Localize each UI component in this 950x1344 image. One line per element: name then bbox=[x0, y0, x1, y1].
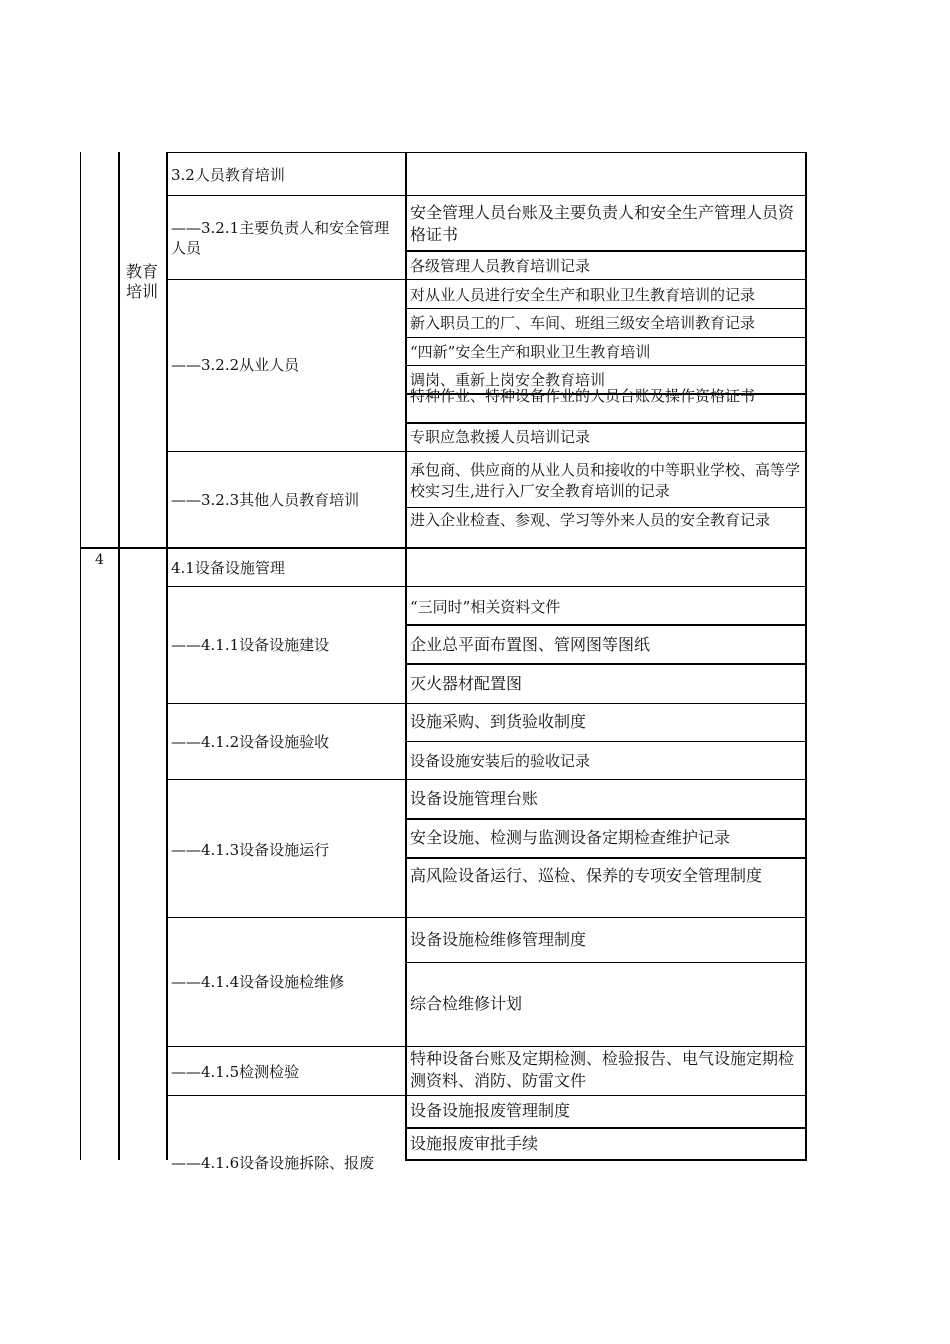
section-divider bbox=[80, 547, 807, 549]
doc-row-line bbox=[405, 308, 807, 309]
document-cell: 承包商、供应商的从业人员和接收的中等职业学校、高等学校实习生,进行入厂安全教育培训的记录 bbox=[410, 461, 801, 500]
doc-row-line bbox=[405, 741, 807, 742]
document-cell: 进入企业检查、参观、学习等外来人员的安全教育记录 bbox=[410, 511, 771, 529]
section-number: 4 bbox=[95, 552, 104, 568]
row-line bbox=[166, 917, 807, 918]
document-cell: 特种作业、特种设备作业的人员台账及操作资格证书 bbox=[410, 387, 756, 405]
row-line bbox=[166, 195, 807, 196]
document-cell: 各级管理人员教育培训记录 bbox=[410, 257, 591, 275]
table-left-border bbox=[80, 152, 81, 1160]
row-line bbox=[166, 779, 807, 780]
item-label: ——4.1.6设备设施拆除、报废 bbox=[171, 1154, 375, 1172]
item-label: ——3.2.2从业人员 bbox=[171, 356, 300, 374]
document-cell: 设备设施安装后的验收记录 bbox=[410, 752, 591, 770]
doc-row-line bbox=[405, 624, 807, 626]
section-header: 4.1设备设施管理 bbox=[171, 559, 285, 577]
row-line bbox=[166, 451, 807, 452]
row-line bbox=[166, 152, 807, 153]
category-label: 教育培训 bbox=[126, 262, 159, 301]
document-cell: 设施采购、到货验收制度 bbox=[410, 712, 587, 731]
document-cell: 高风险设备运行、巡检、保养的专项安全管理制度 bbox=[410, 866, 763, 885]
document-cell: 灭火器材配置图 bbox=[410, 674, 523, 693]
row-line bbox=[166, 1095, 807, 1096]
document-cell: 设备设施管理台账 bbox=[410, 789, 539, 808]
section-header: 3.2人员教育培训 bbox=[171, 166, 285, 184]
item-label: ——3.2.1主要负责人和安全管理人员 bbox=[171, 219, 390, 257]
column-divider bbox=[405, 152, 407, 1160]
doc-row-line bbox=[405, 818, 807, 820]
item-label: ——4.1.1设备设施建设 bbox=[171, 636, 330, 654]
document-cell: 综合检维修计划 bbox=[410, 994, 523, 1013]
row-line bbox=[166, 703, 807, 704]
column-divider bbox=[166, 152, 168, 1160]
document-cell: 特种设备台账及定期检测、检验报告、电气设施定期检测资料、消防、防雷文件 bbox=[410, 1049, 795, 1090]
item-label: ——4.1.4设备设施检维修 bbox=[171, 973, 345, 991]
item-label: ——4.1.5检测检验 bbox=[171, 1063, 300, 1081]
doc-row-line bbox=[405, 1159, 807, 1161]
document-cell: “三同时”相关资料文件 bbox=[410, 598, 561, 616]
item-label: ——4.1.2设备设施验收 bbox=[171, 733, 330, 751]
document-cell: 新入职员工的厂、车间、班组三级安全培训教育记录 bbox=[410, 314, 756, 332]
document-cell: 企业总平面布置图、管网图等图纸 bbox=[410, 635, 651, 654]
document-cell: 设备设施检维修管理制度 bbox=[410, 930, 587, 949]
row-line bbox=[166, 1046, 807, 1047]
document-cell: “四新”安全生产和职业卫生教育培训 bbox=[410, 343, 651, 361]
table-right-border bbox=[805, 152, 807, 1160]
document-cell: 安全设施、检测与监测设备定期检查维护记录 bbox=[410, 828, 731, 847]
column-divider bbox=[118, 152, 120, 1160]
doc-row-line bbox=[405, 507, 807, 508]
doc-row-line bbox=[405, 1127, 807, 1129]
document-cell: 调岗、重新上岗安全教育培训 bbox=[410, 371, 606, 389]
doc-row-line bbox=[405, 250, 807, 252]
document-cell: 安全管理人员台账及主要负责人和安全生产管理人员资格证书 bbox=[410, 203, 795, 244]
document-cell: 设备设施报废管理制度 bbox=[410, 1101, 571, 1120]
item-label: ——3.2.3其他人员教育培训 bbox=[171, 491, 360, 509]
document-cell: 对从业人员进行安全生产和职业卫生教育培训的记录 bbox=[410, 286, 756, 304]
doc-row-line bbox=[405, 962, 807, 963]
row-line bbox=[166, 279, 807, 280]
doc-row-line bbox=[405, 337, 807, 338]
item-label: ——4.1.3设备设施运行 bbox=[171, 841, 330, 859]
doc-row-line bbox=[405, 663, 807, 665]
doc-row-line bbox=[405, 857, 807, 859]
document-cell: 专职应急救援人员培训记录 bbox=[410, 428, 591, 446]
doc-row-line bbox=[405, 365, 807, 366]
row-line bbox=[166, 586, 807, 587]
doc-row-line bbox=[405, 422, 807, 424]
document-cell: 设施报废审批手续 bbox=[410, 1134, 539, 1153]
